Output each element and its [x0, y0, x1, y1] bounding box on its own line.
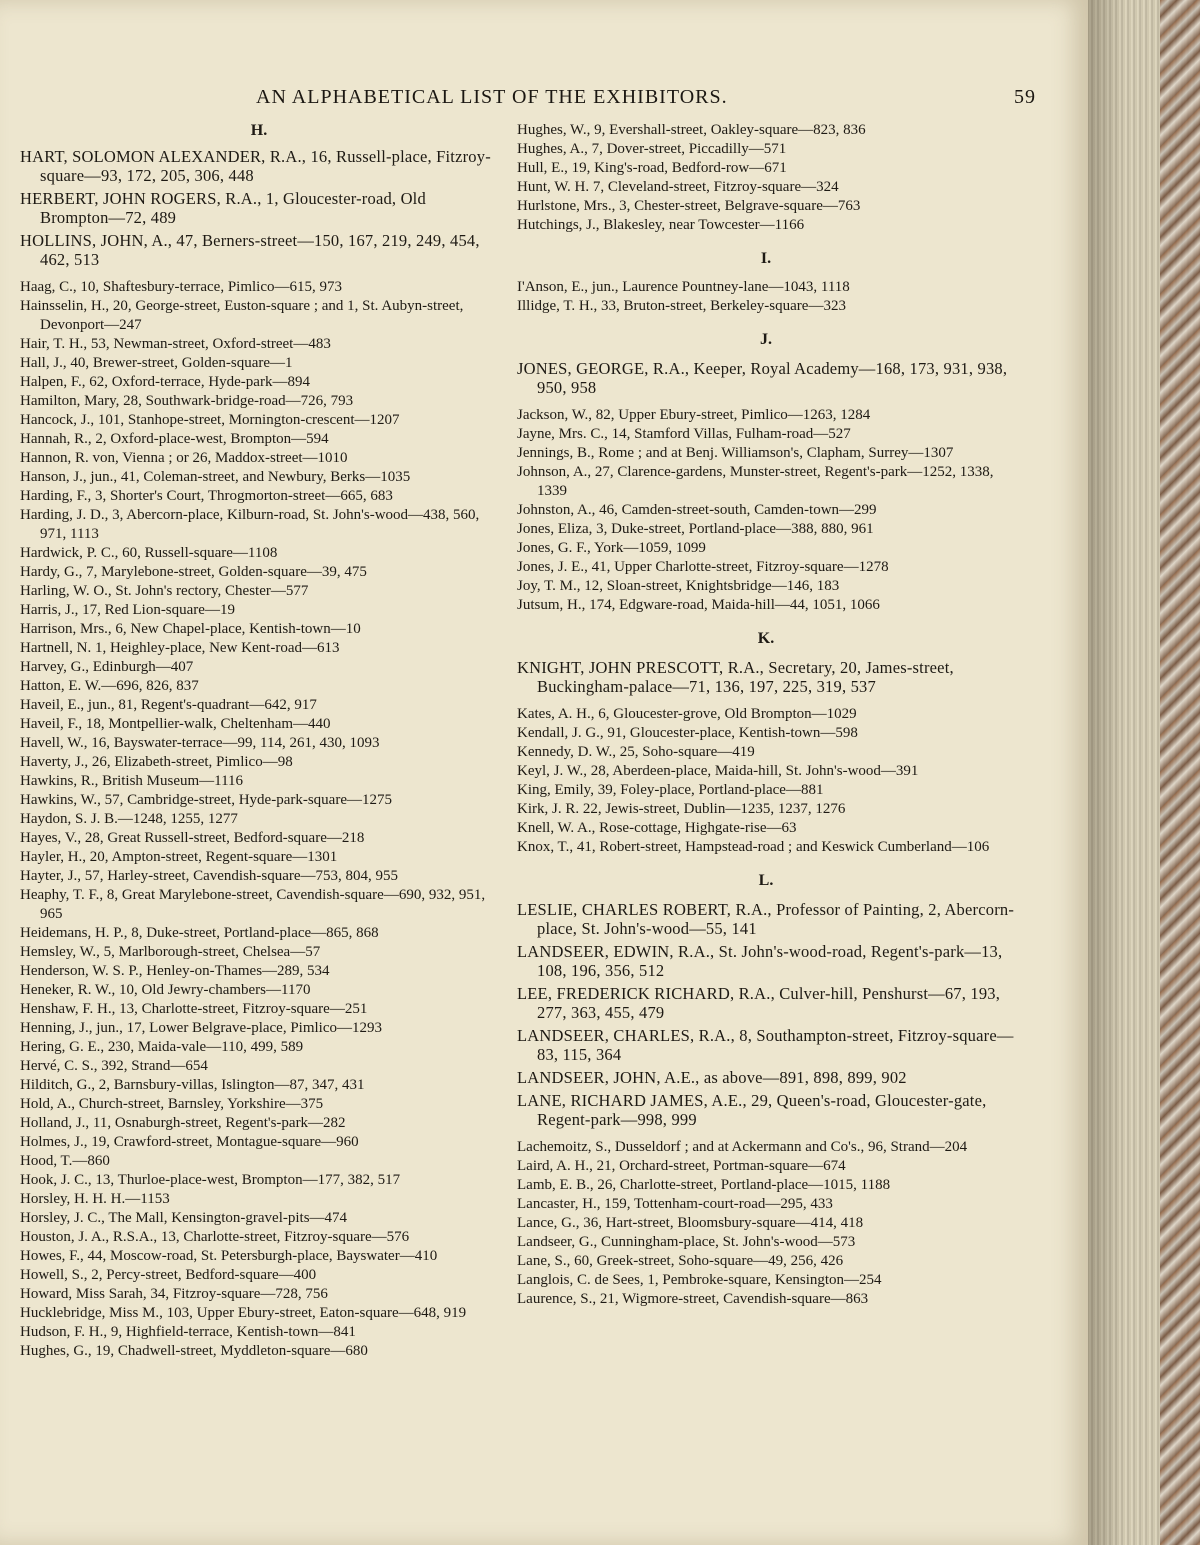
section-heading-k: K. [757, 630, 775, 647]
exhibitor-entry: Harding, F., 3, Shorter's Court, Throgmorton-street—665, 683 [20, 488, 393, 504]
entry-list-l [517, 900, 1015, 1309]
exhibitor-entry-academician: KNIGHT, JOHN PRESCOTT, R.A., Secretary, 20, James-street, Buckingham-palace—71, 136, 197, 225, 319, 537 [517, 658, 954, 696]
exhibitor-entry: Heidemans, H. P., 8, Duke-street, Portland-place—865, 868 [20, 925, 379, 941]
exhibitor-entry: Horsley, H. H. H.—1153 [20, 1191, 170, 1207]
exhibitor-entry: Hering, G. E., 230, Maida-vale—110, 499, 589 [20, 1039, 304, 1055]
exhibitor-entry-academician: LANDSEER, JOHN, A.E., as above—891, 898, 899, 902 [517, 1068, 907, 1087]
exhibitor-entry: Hartnell, N. 1, Heighley-place, New Kent-road—613 [20, 640, 340, 656]
exhibitor-entry: Halpen, F., 62, Oxford-terrace, Hyde-park—894 [20, 374, 310, 390]
exhibitor-entry: Hall, J., 40, Brewer-street, Golden-square—1 [20, 355, 293, 371]
exhibitor-entry: Hawkins, R., British Museum—1116 [20, 773, 244, 789]
entry-list-h-continued [517, 121, 1015, 235]
exhibitor-entry: Hawkins, W., 57, Cambridge-street, Hyde-park-square—1275 [20, 792, 392, 808]
entry-list-j [517, 359, 1015, 615]
exhibitor-entry: Hayter, J., 57, Harley-street, Cavendish-square—753, 804, 955 [20, 868, 399, 884]
exhibitor-entry: Jayne, Mrs. C., 14, Stamford Villas, Fulham-road—527 [517, 426, 851, 442]
exhibitor-entry: Lance, G., 36, Hart-street, Bloomsbury-square—414, 418 [517, 1215, 864, 1231]
exhibitor-entry: Kennedy, D. W., 25, Soho-square—419 [517, 744, 755, 760]
exhibitor-entry: Hurlstone, Mrs., 3, Chester-street, Belgrave-square—763 [517, 198, 861, 214]
exhibitor-entry: Harvey, G., Edinburgh—407 [20, 659, 194, 675]
exhibitor-entry: Harrison, Mrs., 6, New Chapel-place, Kentish-town—10 [20, 621, 361, 637]
exhibitor-entry: Langlois, C. de Sees, 1, Pembroke-square, Kensington—254 [517, 1272, 882, 1288]
section-heading-j: J. [760, 331, 772, 348]
exhibitor-entry: Haydon, S. J. B.—1248, 1255, 1277 [20, 811, 238, 827]
exhibitor-entry-academician: HERBERT, JOHN ROGERS, R.A., 1, Gloucester-road, Old Brompton—72, 489 [20, 189, 426, 227]
exhibitor-entry: Hainsselin, H., 20, George-street, Euston-square ; and 1, St. Aubyn-street, Devonport—247 [20, 298, 464, 333]
exhibitor-entry: Hardwick, P. C., 60, Russell-square—1108 [20, 545, 278, 561]
exhibitor-entry: Hutchings, J., Blakesley, near Towcester—1166 [517, 217, 805, 233]
section-heading-i: I. [760, 250, 772, 267]
exhibitor-entry: Howes, F., 44, Moscow-road, St. Petersburgh-place, Bayswater—410 [20, 1248, 438, 1264]
exhibitor-entry-academician: JONES, GEORGE, R.A., Keeper, Royal Academy—168, 173, 931, 938, 950, 958 [517, 359, 1008, 397]
exhibitor-entry: Johnson, A., 27, Clarence-gardens, Munster-street, Regent's-park—1252, 1338, 1339 [517, 464, 994, 499]
exhibitor-entry-academician: LEE, FREDERICK RICHARD, R.A., Culver-hill, Penshurst—67, 193, 277, 363, 455, 479 [517, 984, 1001, 1022]
right-column [517, 121, 1015, 1309]
exhibitor-entry: Jackson, W., 82, Upper Ebury-street, Pimlico—1263, 1284 [517, 407, 871, 423]
exhibitor-entry: Jennings, B., Rome ; and at Benj. Williamson's, Clapham, Surrey—1307 [517, 445, 954, 461]
exhibitor-entry: Howell, S., 2, Percy-street, Bedford-square—400 [20, 1267, 317, 1283]
exhibitor-entry: Knox, T., 41, Robert-street, Hampstead-road ; and Keswick Cumberland—106 [517, 839, 990, 855]
exhibitor-entry: Jutsum, H., 174, Edgware-road, Maida-hill—44, 1051, 1066 [517, 597, 880, 613]
exhibitor-entry: Haveil, E., jun., 81, Regent's-quadrant—642, 917 [20, 697, 317, 713]
exhibitor-entry: Harris, J., 17, Red Lion-square—19 [20, 602, 235, 618]
exhibitor-entry: Jones, J. E., 41, Upper Charlotte-street, Fitzroy-square—1278 [517, 559, 889, 575]
section-heading-l: L. [758, 872, 774, 889]
exhibitor-entry: Jones, G. F., York—1059, 1099 [517, 540, 706, 556]
exhibitor-entry: Kirk, J. R. 22, Jewis-street, Dublin—1235, 1237, 1276 [517, 801, 846, 817]
exhibitor-entry: Hardy, G., 7, Marylebone-street, Golden-square—39, 475 [20, 564, 367, 580]
exhibitor-entry: I'Anson, E., jun., Laurence Pountney-lane—1043, 1118 [517, 279, 850, 295]
exhibitor-entry: Kates, A. H., 6, Gloucester-grove, Old Brompton—1029 [517, 706, 857, 722]
exhibitor-entry: King, Emily, 39, Foley-place, Portland-place—881 [517, 782, 824, 798]
exhibitor-entry: Hughes, A., 7, Dover-street, Piccadilly—571 [517, 141, 787, 157]
exhibitor-entry: Hughes, G., 19, Chadwell-street, Myddleton-square—680 [20, 1343, 368, 1359]
left-column [20, 121, 498, 1361]
exhibitor-entry: Houston, J. A., R.S.A., 13, Charlotte-street, Fitzroy-square—576 [20, 1229, 410, 1245]
exhibitor-entry: Hull, E., 19, King's-road, Bedford-row—671 [517, 160, 787, 176]
exhibitor-entry-academician: LESLIE, CHARLES ROBERT, R.A., Professor of Painting, 2, Abercorn-place, St. John's-wood—55, 141 [517, 900, 1015, 938]
exhibitor-entry: Havell, W., 16, Bayswater-terrace—99, 114, 261, 430, 1093 [20, 735, 380, 751]
exhibitor-entry: Heneker, R. W., 10, Old Jewry-chambers—1170 [20, 982, 311, 998]
entry-list-i [517, 278, 1015, 316]
exhibitor-entry: Hughes, W., 9, Evershall-street, Oakley-square—823, 836 [517, 122, 866, 138]
exhibitor-entry: Lachemoitz, S., Dusseldorf ; and at Ackermann and Co's., 96, Strand—204 [517, 1139, 968, 1155]
exhibitor-entry: Landseer, G., Cunningham-place, St. John's-wood—573 [517, 1234, 856, 1250]
page-number: 59 [1014, 86, 1036, 108]
exhibitor-entry: Hayes, V., 28, Great Russell-street, Bedford-square—218 [20, 830, 365, 846]
exhibitor-entry: Hunt, W. H. 7, Cleveland-street, Fitzroy-square—324 [517, 179, 839, 195]
entry-list-k [517, 658, 1015, 857]
exhibitor-entry: Illidge, T. H., 33, Bruton-street, Berkeley-square—323 [517, 298, 846, 314]
exhibitor-entry: Knell, W. A., Rose-cottage, Highgate-rise—63 [517, 820, 797, 836]
exhibitor-entry: Lane, S., 60, Greek-street, Soho-square—49, 256, 426 [517, 1253, 844, 1269]
exhibitor-entry: Hayler, H., 20, Ampton-street, Regent-square—1301 [20, 849, 338, 865]
exhibitor-entry: Joy, T. M., 12, Sloan-street, Knightsbridge—146, 183 [517, 578, 840, 594]
exhibitor-entry-academician: LANDSEER, CHARLES, R.A., 8, Southampton-street, Fitzroy-square—83, 115, 364 [517, 1026, 1014, 1064]
exhibitor-entry: Harding, J. D., 3, Abercorn-place, Kilburn-road, St. John's-wood—438, 560, 971, 1113 [20, 507, 480, 542]
exhibitor-entry: Hook, J. C., 13, Thurloe-place-west, Brompton—177, 382, 517 [20, 1172, 401, 1188]
exhibitor-entry: Hamilton, Mary, 28, Southwark-bridge-road—726, 793 [20, 393, 354, 409]
exhibitor-entry: Horsley, J. C., The Mall, Kensington-gravel-pits—474 [20, 1210, 348, 1226]
exhibitor-entry: Howard, Miss Sarah, 34, Fitzroy-square—728, 756 [20, 1286, 328, 1302]
exhibitor-entry: Holmes, J., 19, Crawford-street, Montague-square—960 [20, 1134, 359, 1150]
exhibitor-entry: Hucklebridge, Miss M., 103, Upper Ebury-street, Eaton-square—648, 919 [20, 1305, 467, 1321]
exhibitor-entry-academician: LANE, RICHARD JAMES, A.E., 29, Queen's-road, Gloucester-gate, Regent-park—998, 999 [517, 1091, 987, 1129]
entry-list-h [20, 147, 498, 1361]
exhibitor-entry-academician: HOLLINS, JOHN, A., 47, Berners-street—150, 167, 219, 249, 454, 462, 513 [20, 231, 480, 269]
exhibitor-entry: Laird, A. H., 21, Orchard-street, Portman-square—674 [517, 1158, 846, 1174]
exhibitor-entry: Lamb, E. B., 26, Charlotte-street, Portland-place—1015, 1188 [517, 1177, 891, 1193]
exhibitor-entry: Hold, A., Church-street, Barnsley, Yorkshire—375 [20, 1096, 324, 1112]
exhibitor-entry: Hatton, E. W.—696, 826, 837 [20, 678, 199, 694]
exhibitor-entry: Keyl, J. W., 28, Aberdeen-place, Maida-hill, St. John's-wood—391 [517, 763, 919, 779]
exhibitor-entry: Henning, J., jun., 17, Lower Belgrave-place, Pimlico—1293 [20, 1020, 383, 1036]
exhibitor-entry: Heaphy, T. F., 8, Great Marylebone-street, Cavendish-square—690, 932, 951, 965 [20, 887, 486, 922]
section-heading-h: H. [250, 122, 268, 139]
exhibitor-entry: Laurence, S., 21, Wigmore-street, Cavendish-square—863 [517, 1291, 869, 1307]
exhibitor-entry: Holland, J., 11, Osnaburgh-street, Regent's-park—282 [20, 1115, 346, 1131]
exhibitor-entry: Hannah, R., 2, Oxford-place-west, Brompton—594 [20, 431, 329, 447]
exhibitor-entry: Henshaw, F. H., 13, Charlotte-street, Fitzroy-square—251 [20, 1001, 368, 1017]
exhibitor-entry: Hair, T. H., 53, Newman-street, Oxford-street—483 [20, 336, 331, 352]
page-title: AN ALPHABETICAL LIST OF THE EXHIBITORS. [256, 86, 728, 108]
exhibitor-entry: Haag, C., 10, Shaftesbury-terrace, Pimlico—615, 973 [20, 279, 343, 295]
exhibitor-entry: Hanson, J., jun., 41, Coleman-street, and Newbury, Berks—1035 [20, 469, 411, 485]
exhibitor-entry: Kendall, J. G., 91, Gloucester-place, Kentish-town—598 [517, 725, 858, 741]
exhibitor-entry: Johnston, A., 46, Camden-street-south, Camden-town—299 [517, 502, 877, 518]
exhibitor-entry-academician: LANDSEER, EDWIN, R.A., St. John's-wood-road, Regent's-park—13, 108, 196, 356, 512 [517, 942, 1003, 980]
exhibitor-entry: Lancaster, H., 159, Tottenham-court-road—295, 433 [517, 1196, 833, 1212]
exhibitor-entry: Hervé, C. S., 392, Strand—654 [20, 1058, 208, 1074]
exhibitor-entry: Jones, Eliza, 3, Duke-street, Portland-place—388, 880, 961 [517, 521, 874, 537]
exhibitor-entry: Hood, T.—860 [20, 1153, 110, 1169]
exhibitor-entry: Haverty, J., 26, Elizabeth-street, Pimlico—98 [20, 754, 293, 770]
running-header [256, 86, 1036, 116]
exhibitor-entry: Harling, W. O., St. John's rectory, Chester—577 [20, 583, 309, 599]
marbled-edge [1160, 0, 1200, 1545]
exhibitor-entry: Hemsley, W., 5, Marlborough-street, Chelsea—57 [20, 944, 321, 960]
book-fore-edge [1088, 0, 1200, 1545]
exhibitor-entry: Hudson, F. H., 9, Highfield-terrace, Kentish-town—841 [20, 1324, 356, 1340]
exhibitor-entry: Henderson, W. S. P., Henley-on-Thames—289, 534 [20, 963, 330, 979]
exhibitor-entry: Haveil, F., 18, Montpellier-walk, Cheltenham—440 [20, 716, 331, 732]
exhibitor-entry: Hannon, R. von, Vienna ; or 26, Maddox-street—1010 [20, 450, 348, 466]
exhibitor-entry: Hilditch, G., 2, Barnsbury-villas, Islington—87, 347, 431 [20, 1077, 365, 1093]
exhibitor-entry-academician: HART, SOLOMON ALEXANDER, R.A., 16, Russell-place, Fitzroy-square—93, 172, 205, 306, 448 [20, 147, 491, 185]
exhibitor-entry: Hancock, J., 101, Stanhope-street, Mornington-crescent—1207 [20, 412, 400, 428]
page-edge-shadow [1088, 0, 1124, 1545]
